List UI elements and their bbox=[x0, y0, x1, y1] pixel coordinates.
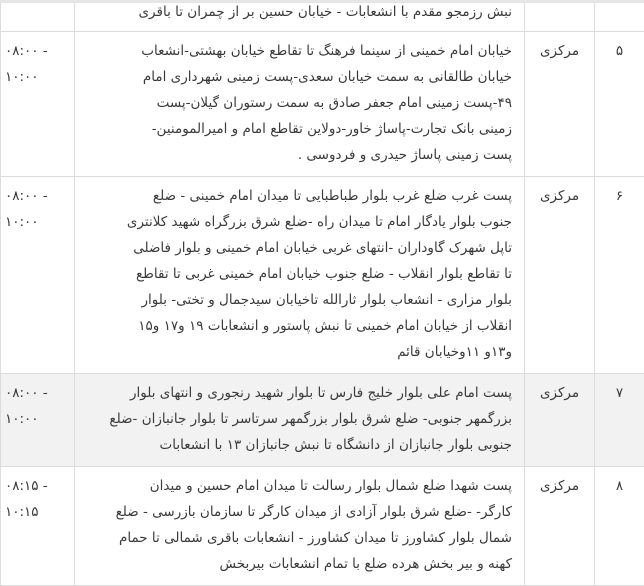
area-description bbox=[75, 467, 525, 586]
table-row bbox=[1, 374, 644, 467]
table-row bbox=[1, 467, 644, 586]
description-line: جنوبی بلوار جانبازان از دانشگاه تا نبش جانبازان ۱۳ با انشعابات bbox=[83, 432, 512, 458]
time-end: ۱۰:۰۰ bbox=[5, 406, 70, 432]
description-line: ۴۹-پست زمینی امام جعفر صادق به سمت رستوران گیلان-پست bbox=[83, 90, 512, 116]
description-line: نبش رزمجو مقدم با انشعابات - خیابان حسین بر از چمران تا باقری bbox=[83, 0, 512, 25]
time-end: ۱۰:۱۵ bbox=[5, 499, 70, 525]
time-end: ۱۰:۰۰ bbox=[5, 209, 70, 235]
description-line: کارگر- -ضلع شرق بلوار آزادی از میدان کارگر تا سازمان بازرسی - ضلع bbox=[83, 499, 512, 525]
time-start: ۰۸:۱۵ - bbox=[5, 473, 70, 499]
row-number bbox=[595, 0, 644, 32]
description-line: خیابان امام خمینی از سینما فرهنگ تا تقاطع خیابان بهشتی-انشعاب bbox=[83, 38, 512, 64]
region-cell: مرکزی bbox=[525, 32, 595, 177]
time-end: ۱۰:۰۰ bbox=[5, 64, 70, 90]
time-cell bbox=[1, 32, 75, 177]
description-line: و۱۳و ۱۱وخیابان قائم bbox=[83, 339, 512, 365]
row-number: ۵ bbox=[595, 32, 644, 177]
table-row bbox=[1, 0, 644, 32]
description-line: تاپل شهرک گاوداران -انتهای غربی خیابان امام خمینی و بلوار فاضلی bbox=[83, 235, 512, 261]
time-start: ۰۸:۰۰ - bbox=[5, 380, 70, 406]
description-line: خیابان طالقانی به سمت خیابان سعدی-پست زمینی شهرداری امام bbox=[83, 64, 512, 90]
description-line: جنوب بلوار یادگار امام تا میدان راه -ضلع شرق بزرگراه شهید کلانتری bbox=[83, 209, 512, 235]
time-start: ۰۸:۰۰ - bbox=[5, 183, 70, 209]
description-line: پست زمینی پاساژ حیدری و فردوسی . bbox=[83, 142, 512, 168]
time-cell bbox=[1, 374, 75, 467]
description-line: زمینی بانک تجارت-پاساژ خاور-دولاین تقاطع امام و امیرالمومنین- bbox=[83, 116, 512, 142]
table-row bbox=[1, 32, 644, 177]
scroll-shadow bbox=[0, 0, 644, 3]
table-row bbox=[1, 177, 644, 374]
description-line: پست شهدا ضلع شمال بلوار رسالت تا میدان امام حسین و میدان bbox=[83, 473, 512, 499]
region-cell bbox=[525, 0, 595, 32]
description-line: انقلاب از خیابان امام خمینی تا نبش پاستور و انشعابات ۱۹ و۱۷ و۱۵ bbox=[83, 313, 512, 339]
row-number: ۸ bbox=[595, 467, 644, 586]
description-line: شمال بلوار کشاورز تا میدان کشاورز - انشعابات باقری شمالی تا حمام bbox=[83, 525, 512, 551]
area-description bbox=[75, 0, 525, 32]
row-number: ۷ bbox=[595, 374, 644, 467]
description-line: پست امام علی بلوار خلیج فارس تا بلوار شهید رنجوری و انتهای بلوار bbox=[83, 380, 512, 406]
description-line: بزرگمهر جنوبی- ضلع شرق بلوار بزرگمهر سرتاسر تا بلوار جانبازان -ضلع bbox=[83, 406, 512, 432]
time-cell bbox=[1, 467, 75, 586]
row-number: ۶ bbox=[595, 177, 644, 374]
region-cell: مرکزی bbox=[525, 467, 595, 586]
area-description bbox=[75, 374, 525, 467]
description-line: بلوار مزاری - انشعاب بلوار ثارالله تاخیابان سیدجمال و تختی- بلوار bbox=[83, 287, 512, 313]
time-cell bbox=[1, 177, 75, 374]
description-line: پست غرب ضلع غرب بلوار طباطبایی تا میدان امام خمینی - ضلع bbox=[83, 183, 512, 209]
area-description bbox=[75, 32, 525, 177]
time-cell bbox=[1, 0, 75, 32]
description-line: تا تقاطع بلوار انقلاب - ضلع جنوب خیابان امام خمینی غربی تا تقاطع bbox=[83, 261, 512, 287]
time-start: ۰۸:۰۰ - bbox=[5, 38, 70, 64]
area-description bbox=[75, 177, 525, 374]
region-cell: مرکزی bbox=[525, 374, 595, 467]
description-line: کهنه و بیر بخش هرده ضلع با تمام انشعابات بیربخش bbox=[83, 551, 512, 577]
region-cell: مرکزی bbox=[525, 177, 595, 374]
